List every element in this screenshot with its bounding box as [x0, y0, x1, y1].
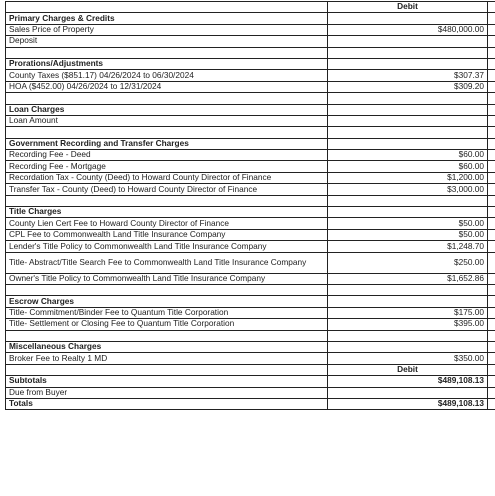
spacer-row [6, 127, 495, 138]
row-label: Recording Fee - Mortgage [6, 161, 328, 172]
row-label: Deposit [6, 36, 328, 47]
table-row [6, 36, 495, 47]
totals-label: Totals [6, 398, 328, 409]
spacer-row [6, 47, 495, 58]
row-debit: $1,652.86 [328, 273, 488, 284]
section-title: Loan Charges [6, 104, 328, 115]
section-header-loan [6, 104, 495, 115]
table-row [6, 273, 495, 284]
table-row [6, 307, 495, 318]
row-debit: $309.20 [328, 81, 488, 92]
row-debit: $50.00 [328, 218, 488, 229]
row-debit: $307.37 [328, 70, 488, 81]
row-label: Transfer Tax - County (Deed) to Howard County Director of Finance [6, 184, 328, 195]
table-row [6, 24, 495, 35]
row-debit: $50.00 [328, 229, 488, 240]
table-row [6, 150, 495, 161]
section-title: Miscellaneous Charges [6, 341, 328, 352]
table-row [6, 161, 495, 172]
section-header-escrow [6, 296, 495, 307]
row-debit [328, 36, 488, 47]
table-row [6, 252, 495, 273]
section-title: Title Charges [6, 207, 328, 218]
due-from-buyer-row [6, 387, 495, 398]
row-debit: $60.00 [328, 150, 488, 161]
section-title: Escrow Charges [6, 296, 328, 307]
table-row [6, 229, 495, 240]
row-label: Loan Amount [6, 115, 328, 126]
row-label: County Taxes ($851.17) 04/26/2024 to 06/30/2024 [6, 70, 328, 81]
section-title: Prorations/Adjustments [6, 58, 328, 69]
section-header-title-charges [6, 207, 495, 218]
spacer-row [6, 93, 495, 104]
spacer-row [6, 284, 495, 295]
row-debit: $480,000.00 [328, 24, 488, 35]
table-row [6, 70, 495, 81]
subtotals-debit: $489,108.13 [328, 376, 488, 387]
due-label: Due from Buyer [6, 387, 328, 398]
spacer-row [6, 330, 495, 341]
row-debit: $60.00 [328, 161, 488, 172]
table-row [6, 353, 495, 364]
totals-header-row [6, 364, 495, 375]
table-row [6, 241, 495, 252]
row-debit: $250.00 [328, 252, 488, 273]
row-debit: $175.00 [328, 307, 488, 318]
row-debit [328, 115, 488, 126]
subtotals-label: Subtotals [6, 376, 328, 387]
row-label: Lender's Title Policy to Commonwealth Land Title Insurance Company [6, 241, 328, 252]
table-row [6, 319, 495, 330]
spacer-row [6, 195, 495, 206]
row-label: Owner's Title Policy to Commonwealth Land Title Insurance Company [6, 273, 328, 284]
row-debit: $395.00 [328, 319, 488, 330]
row-label: Recording Fee - Deed [6, 150, 328, 161]
due-debit [328, 387, 488, 398]
totals-debit: $489,108.13 [328, 398, 488, 409]
row-label: Sales Price of Property [6, 24, 328, 35]
row-label: Title- Settlement or Closing Fee to Quantum Title Corporation [6, 319, 328, 330]
table-row [6, 218, 495, 229]
buyer-statement-table [5, 1, 495, 410]
section-title: Primary Charges & Credits [6, 13, 328, 24]
row-label: Broker Fee to Realty 1 MD [6, 353, 328, 364]
section-header-misc [6, 341, 495, 352]
row-debit: $350.00 [328, 353, 488, 364]
row-label: Title- Abstract/Title Search Fee to Commonwealth Land Title Insurance Company [6, 252, 328, 273]
totals-debit-header: Debit [328, 364, 488, 375]
row-label: Recordation Tax - County (Deed) to Howard County Director of Finance [6, 172, 328, 183]
subtotals-row [6, 376, 495, 387]
row-debit: $3,000.00 [328, 184, 488, 195]
section-header-prorations [6, 58, 495, 69]
totals-row [6, 398, 495, 409]
row-label: CPL Fee to Commonwealth Land Title Insurance Company [6, 229, 328, 240]
table-row [6, 172, 495, 183]
debit-column-header: Debit [328, 2, 488, 13]
row-label: Title- Commitment/Binder Fee to Quantum Title Corporation [6, 307, 328, 318]
row-label: HOA ($452.00) 04/26/2024 to 12/31/2024 [6, 81, 328, 92]
table-row [6, 81, 495, 92]
section-header-government [6, 138, 495, 149]
table-row [6, 184, 495, 195]
table-row [6, 115, 495, 126]
header-blank-cell [6, 2, 328, 13]
row-debit: $1,248.70 [328, 241, 488, 252]
row-debit: $1,200.00 [328, 172, 488, 183]
section-title: Government Recording and Transfer Charges [6, 138, 328, 149]
table-header-row [6, 2, 495, 13]
section-header-primary [6, 13, 495, 24]
row-label: County Lien Cert Fee to Howard County Director of Finance [6, 218, 328, 229]
